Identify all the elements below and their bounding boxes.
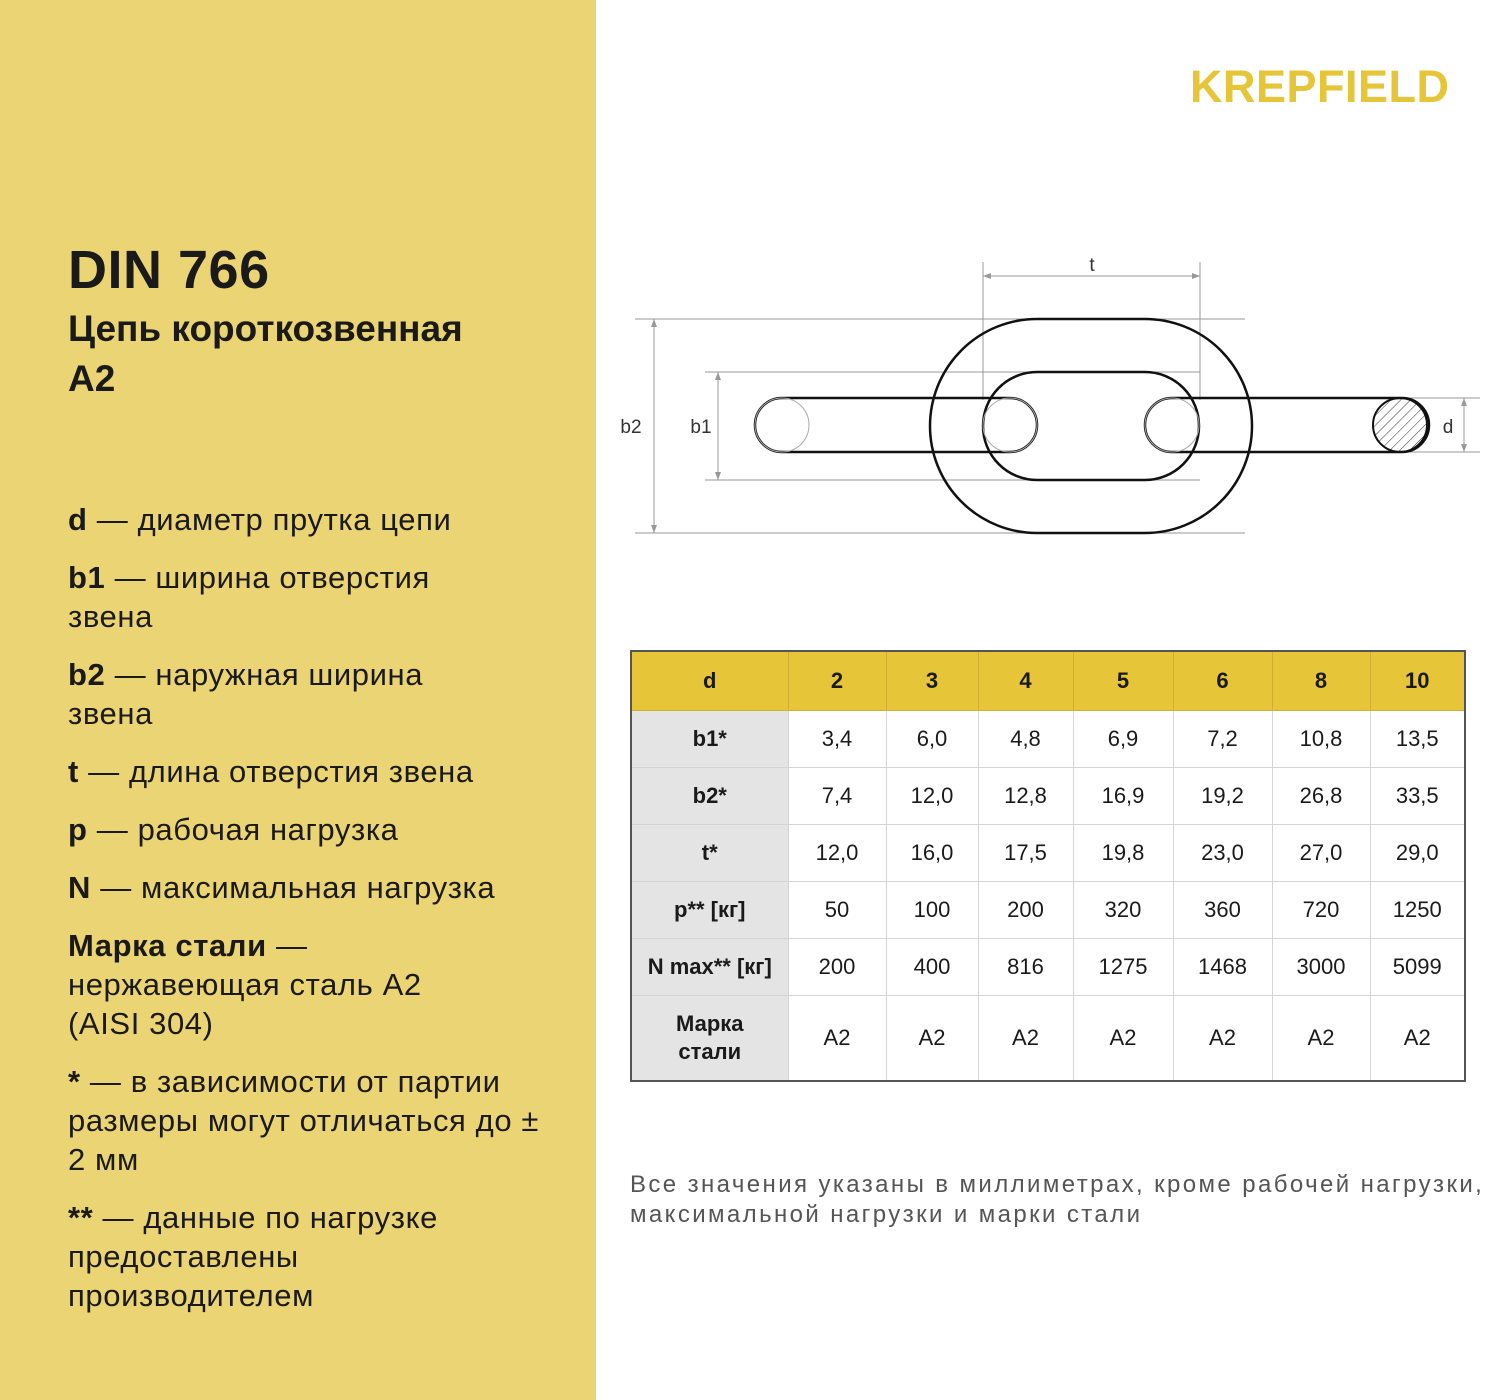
table-cell: 12,0 bbox=[788, 825, 886, 882]
page-subtitle bbox=[68, 304, 578, 404]
table-cell: 33,5 bbox=[1370, 768, 1465, 825]
subtitle-line-2: A2 bbox=[68, 358, 116, 399]
legend-item-n: N — максимальная нагрузка bbox=[68, 870, 496, 905]
table-cell: 29,0 bbox=[1370, 825, 1465, 882]
table-cell: A2 bbox=[1073, 996, 1173, 1082]
table-cell: 3000 bbox=[1272, 939, 1370, 996]
table-cell: 12,0 bbox=[886, 768, 978, 825]
header-cell: 2 bbox=[788, 651, 886, 711]
table-cell: 17,5 bbox=[978, 825, 1073, 882]
table-cell: 400 bbox=[886, 939, 978, 996]
table-cell: 1250 bbox=[1370, 882, 1465, 939]
spec-table bbox=[630, 650, 1466, 1082]
table-cell: 320 bbox=[1073, 882, 1173, 939]
subtitle-line-1: Цепь короткозвенная bbox=[68, 308, 463, 349]
table-cell: 19,8 bbox=[1073, 825, 1173, 882]
table-cell: 200 bbox=[978, 882, 1073, 939]
center-link-outer bbox=[930, 319, 1252, 533]
table-cell: 26,8 bbox=[1272, 768, 1370, 825]
table-header-row bbox=[631, 651, 1465, 711]
table-row bbox=[631, 882, 1465, 939]
table-row bbox=[631, 711, 1465, 768]
table-cell: A2 bbox=[1370, 996, 1465, 1082]
table-cell: 720 bbox=[1272, 882, 1370, 939]
table-cell: 1468 bbox=[1173, 939, 1272, 996]
table-cell: 200 bbox=[788, 939, 886, 996]
table-cell: 27,0 bbox=[1272, 825, 1370, 882]
row-label: p** [кг] bbox=[631, 882, 788, 939]
label-t: t bbox=[1089, 255, 1095, 276]
table-cell: 12,8 bbox=[978, 768, 1073, 825]
label-b2: b2 bbox=[620, 417, 642, 438]
header-cell: 5 bbox=[1073, 651, 1173, 711]
table-cell: 23,0 bbox=[1173, 825, 1272, 882]
table-cell: 50 bbox=[788, 882, 886, 939]
table-cell: 360 bbox=[1173, 882, 1272, 939]
table-row bbox=[631, 939, 1465, 996]
brand-logo: KREPFIELD bbox=[1190, 61, 1450, 112]
title-block bbox=[68, 238, 578, 404]
table-cell: 7,4 bbox=[788, 768, 886, 825]
dimension-arrows bbox=[651, 273, 1467, 533]
table-cell: 19,2 bbox=[1173, 768, 1272, 825]
table-cell: 6,9 bbox=[1073, 711, 1173, 768]
label-b1: b1 bbox=[690, 417, 712, 438]
page-title: DIN 766 bbox=[68, 240, 270, 300]
table-cell: 7,2 bbox=[1173, 711, 1272, 768]
chain-link-diagram bbox=[600, 240, 1500, 560]
table-cell: 1275 bbox=[1073, 939, 1173, 996]
table-cell: 4,8 bbox=[978, 711, 1073, 768]
row-label: b2* bbox=[631, 768, 788, 825]
legend-item-b2: b2 — наружная ширина звена bbox=[68, 657, 424, 731]
row-label: Марка стали bbox=[631, 996, 788, 1082]
table-cell: 816 bbox=[978, 939, 1073, 996]
table-cell: 13,5 bbox=[1370, 711, 1465, 768]
header-cell: 4 bbox=[978, 651, 1073, 711]
header-cell: d bbox=[631, 651, 788, 711]
row-label: t* bbox=[631, 825, 788, 882]
table-cell: 6,0 bbox=[886, 711, 978, 768]
legend-item-b1: b1 — ширина отверстия звена bbox=[68, 560, 430, 634]
table-cell: 16,0 bbox=[886, 825, 978, 882]
table-row bbox=[631, 825, 1465, 882]
rod-cross-section bbox=[1373, 398, 1427, 452]
table-cell: 5099 bbox=[1370, 939, 1465, 996]
legend-item-asterisk: * — в зависимости от партии размеры могут отличаться до ± 2 мм bbox=[68, 1064, 540, 1177]
table-cell: A2 bbox=[978, 996, 1073, 1082]
header-cell: 3 bbox=[886, 651, 978, 711]
chain-links bbox=[755, 319, 1429, 533]
legend-item-d: d — диаметр прутка цепи bbox=[68, 502, 452, 537]
ghost-circles bbox=[755, 398, 1199, 452]
row-label: N max** [кг] bbox=[631, 939, 788, 996]
table-row bbox=[631, 768, 1465, 825]
legend bbox=[68, 500, 568, 1334]
left-link bbox=[755, 398, 1037, 452]
table-cell: 10,8 bbox=[1272, 711, 1370, 768]
table-cell: A2 bbox=[788, 996, 886, 1082]
table-cell: A2 bbox=[886, 996, 978, 1082]
table-cell: 100 bbox=[886, 882, 978, 939]
table-cell: A2 bbox=[1272, 996, 1370, 1082]
units-footnote: Все значения указаны в миллиметрах, кроме рабочей нагрузки, максимальной нагрузки и марки стали bbox=[630, 1171, 1485, 1228]
table-cell: 16,9 bbox=[1073, 768, 1173, 825]
legend-item-double-asterisk: ** — данные по нагрузке предоставлены производителем bbox=[68, 1200, 438, 1313]
header-cell: 8 bbox=[1272, 651, 1370, 711]
label-d: d bbox=[1442, 417, 1454, 438]
header-cell: 6 bbox=[1173, 651, 1272, 711]
legend-item-steel-grade: Марка стали — нержавеющая сталь A2 (AISI 304) bbox=[68, 928, 422, 1041]
row-label: b1* bbox=[631, 711, 788, 768]
legend-item-t: t — длина отверстия звена bbox=[68, 754, 474, 789]
table-row bbox=[631, 996, 1465, 1082]
header-cell: 10 bbox=[1370, 651, 1465, 711]
center-link-inner bbox=[983, 372, 1199, 480]
legend-item-p: p — рабочая нагрузка bbox=[68, 812, 399, 847]
table-cell: A2 bbox=[1173, 996, 1272, 1082]
table-cell: 3,4 bbox=[788, 711, 886, 768]
